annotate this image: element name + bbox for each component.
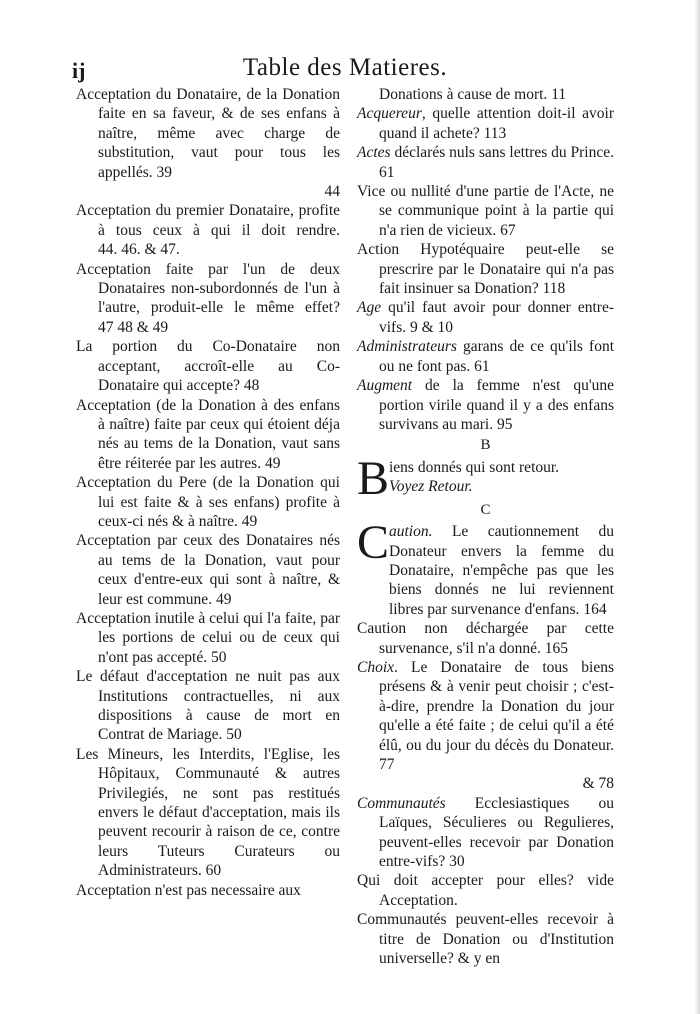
entry-text: iens donnés qui sont retour. bbox=[389, 458, 560, 476]
index-entry bbox=[357, 143, 614, 182]
page-ref: 39 bbox=[156, 163, 173, 181]
entry-text: Acceptation du Donataire, de la Donation faite en sa faveur, & de ses enfans à naître, même avec charge de substitution, vaut pour tous les appellés. bbox=[76, 86, 340, 181]
index-entry bbox=[357, 182, 614, 240]
section-letter-c: C bbox=[480, 501, 491, 518]
continued-entry bbox=[357, 85, 614, 104]
entry-text: Communautés peuvent-elles recevoir à titre de Donation ou d'Institution universelle? & y en bbox=[357, 911, 614, 968]
index-entry bbox=[76, 260, 340, 338]
entry-text: Acceptation par ceux des Donataires nés au tems de la Donation, vaut pour ceux d'entre-eux qui sont à naître, & leur est commune. bbox=[76, 532, 340, 608]
entry-keyword: aution. bbox=[389, 523, 433, 541]
entry-text: Le cautionnement du Donateur envers la femme du Donataire, n'empêche pas que les biens donnés ne lui reviennent libres par survenance d'enfans. bbox=[389, 523, 614, 618]
left-column bbox=[76, 85, 340, 900]
page-ref: 95 bbox=[496, 415, 513, 433]
entry-text: qu'il faut avoir pour donner entre-vifs. bbox=[379, 299, 614, 336]
right-column bbox=[357, 85, 614, 968]
page-ref-overflow: 44 bbox=[324, 183, 340, 201]
see-also: Voyez Retour. bbox=[389, 478, 473, 496]
entry-text: de la femme n'est qu'une portion virile quand il y a des enfans survivans au mari. bbox=[379, 377, 614, 433]
page-ref: 11 bbox=[551, 86, 567, 103]
entry-text: Acceptation du Pere (de la Donation qui lui est faite & à ses enfans) profite à ceux-ci nés & à naître. bbox=[76, 474, 340, 530]
index-entry bbox=[76, 473, 340, 531]
page-ref: 50 bbox=[210, 648, 227, 666]
entry-keyword: Acquereur bbox=[357, 105, 422, 123]
page-ref: 61 bbox=[474, 357, 490, 375]
entry-text: Acceptation inutile à celui qui l'a faite, par les portions de celui ou de ceux qui n'ont pas accepté. bbox=[76, 609, 340, 666]
entry-text: garans de ce qu'ils font ou ne font pas. bbox=[379, 338, 614, 375]
page-ref: 118 bbox=[542, 280, 566, 298]
section-b-text bbox=[389, 458, 614, 497]
index-entry bbox=[357, 658, 614, 774]
page-header bbox=[72, 52, 618, 86]
page-ref: 9 & 10 bbox=[410, 318, 454, 336]
index-entry bbox=[76, 667, 340, 745]
page-ref: 48 bbox=[243, 377, 260, 395]
entry-text: Action Hypotéquaire peut-elle se prescrire par le Donataire qui n'a pas fait insinuer sa Donation? bbox=[357, 241, 614, 298]
page-ref: 164 bbox=[583, 600, 607, 618]
entry-text: Acceptation n'est pas necessaire aux bbox=[76, 881, 301, 899]
entry-keyword: Augment bbox=[357, 377, 413, 395]
index-entry bbox=[357, 104, 614, 143]
section-letter-b: B bbox=[480, 437, 491, 454]
entry-keyword: Administrateurs bbox=[357, 338, 457, 356]
entry-text: Acceptation (de la Donation à des enfans à naître) faite par ceux qui étoient déja nés au tems de la Donation, vaut sans être réiterée par les autres. bbox=[76, 396, 340, 472]
section-b-entry bbox=[357, 451, 614, 505]
index-entry bbox=[357, 619, 614, 658]
entry-keyword: Age bbox=[357, 299, 382, 317]
index-entry bbox=[76, 531, 340, 609]
entry-text: Donations à cause de mort. bbox=[379, 86, 548, 103]
page-ref: 60 bbox=[205, 862, 222, 880]
entry-text: Acceptation du premier Donataire, profite à tous ceux à qui il doit rendre. bbox=[76, 202, 340, 239]
index-entry bbox=[357, 794, 614, 872]
entry-keyword: Communautés bbox=[357, 794, 446, 812]
index-entry bbox=[357, 298, 614, 337]
section-c-lead-text bbox=[389, 522, 614, 619]
drop-cap-c: C bbox=[357, 516, 390, 570]
page-ref: 113 bbox=[483, 124, 507, 142]
index-entry bbox=[76, 745, 340, 881]
page-ref: 49 bbox=[241, 512, 258, 530]
entry-text: Le défaut d'acceptation ne nuit pas aux Institutions contractuelles, ni aux dispositions à cause de mort en Contrat de Mariage. bbox=[76, 668, 340, 744]
entry-text: Les Mineurs, les Interdits, l'Eglise, les Hôpitaux, Communauté & autres Privilegiés, ne sont pas restitués envers le défaut d'acceptation, mais ils peuvent recourir à raison de ce, contre leurs Tuteurs Curateurs ou Administrateurs. bbox=[76, 745, 340, 880]
page-ref: 67 bbox=[500, 221, 516, 239]
index-entry bbox=[76, 201, 340, 259]
page-number: ij bbox=[72, 58, 86, 83]
drop-cap-b: B bbox=[357, 451, 390, 505]
index-entry bbox=[76, 337, 340, 395]
page-ref-overflow: & 78 bbox=[582, 775, 614, 793]
page-ref: 50 bbox=[226, 726, 242, 744]
index-entry bbox=[76, 881, 340, 900]
entry-keyword: Choix bbox=[357, 658, 395, 676]
index-entry bbox=[357, 376, 614, 434]
entry-text: Vice ou nullité d'une partie de l'Acte, ne se communique point à la partie qui n'a rien de vicieux. bbox=[357, 183, 614, 239]
page-ref: 44. 46. & 47. bbox=[98, 241, 180, 259]
index-entry bbox=[76, 85, 340, 182]
index-entry bbox=[357, 337, 614, 376]
index-entry bbox=[357, 240, 614, 298]
page-ref: 30 bbox=[449, 853, 465, 871]
section-c-entry bbox=[357, 516, 614, 619]
entry-text: La portion du Co-Donataire non acceptant, accroît-elle au Co-Donataire qui accepte? bbox=[76, 338, 340, 395]
page-ref: 49 bbox=[264, 454, 281, 472]
page-ref: 49 bbox=[215, 590, 232, 608]
index-entry bbox=[76, 609, 340, 667]
page-edge bbox=[694, 0, 700, 1014]
entry-text: . Le Donataire de tous biens présens & à venir peut choisir ; c'est-à-dire, prendre la Donation du jour qu'elle a été faite ; de celui qu'il a été élû, ou du jour du décès du Donateur. bbox=[379, 658, 614, 754]
index-entry bbox=[357, 871, 614, 910]
index-entry bbox=[76, 396, 340, 474]
page-ref: 47 48 & 49 bbox=[98, 318, 169, 336]
page-ref: 165 bbox=[544, 639, 568, 657]
entry-text: Caution non déchargée par cette survenance, s'il n'a donné. bbox=[357, 620, 614, 657]
entry-text: Qui doit accepter pour elles? vide Acceptation. bbox=[357, 872, 614, 909]
entry-keyword: Actes bbox=[357, 144, 391, 162]
index-entry bbox=[357, 910, 614, 968]
running-title: Table des Matieres. bbox=[242, 54, 448, 81]
page-ref: 77 bbox=[379, 756, 395, 773]
entry-text: Acceptation faite par l'un de deux Donataires non-subordonnés de l'un à l'autre, produit-elle le même effet? bbox=[76, 260, 340, 317]
entry-text: Ecclesiastiques ou Laïques, Séculieres ou Regulieres, peuvent-elles recevoir par Donation entre-vifs? bbox=[379, 794, 614, 871]
page-ref: 61 bbox=[379, 163, 395, 181]
entry-text: déclarés nuls sans lettres du Prince. bbox=[390, 144, 614, 162]
entry-text: , quelle attention doit-il avoir quand il achete? bbox=[379, 105, 614, 142]
